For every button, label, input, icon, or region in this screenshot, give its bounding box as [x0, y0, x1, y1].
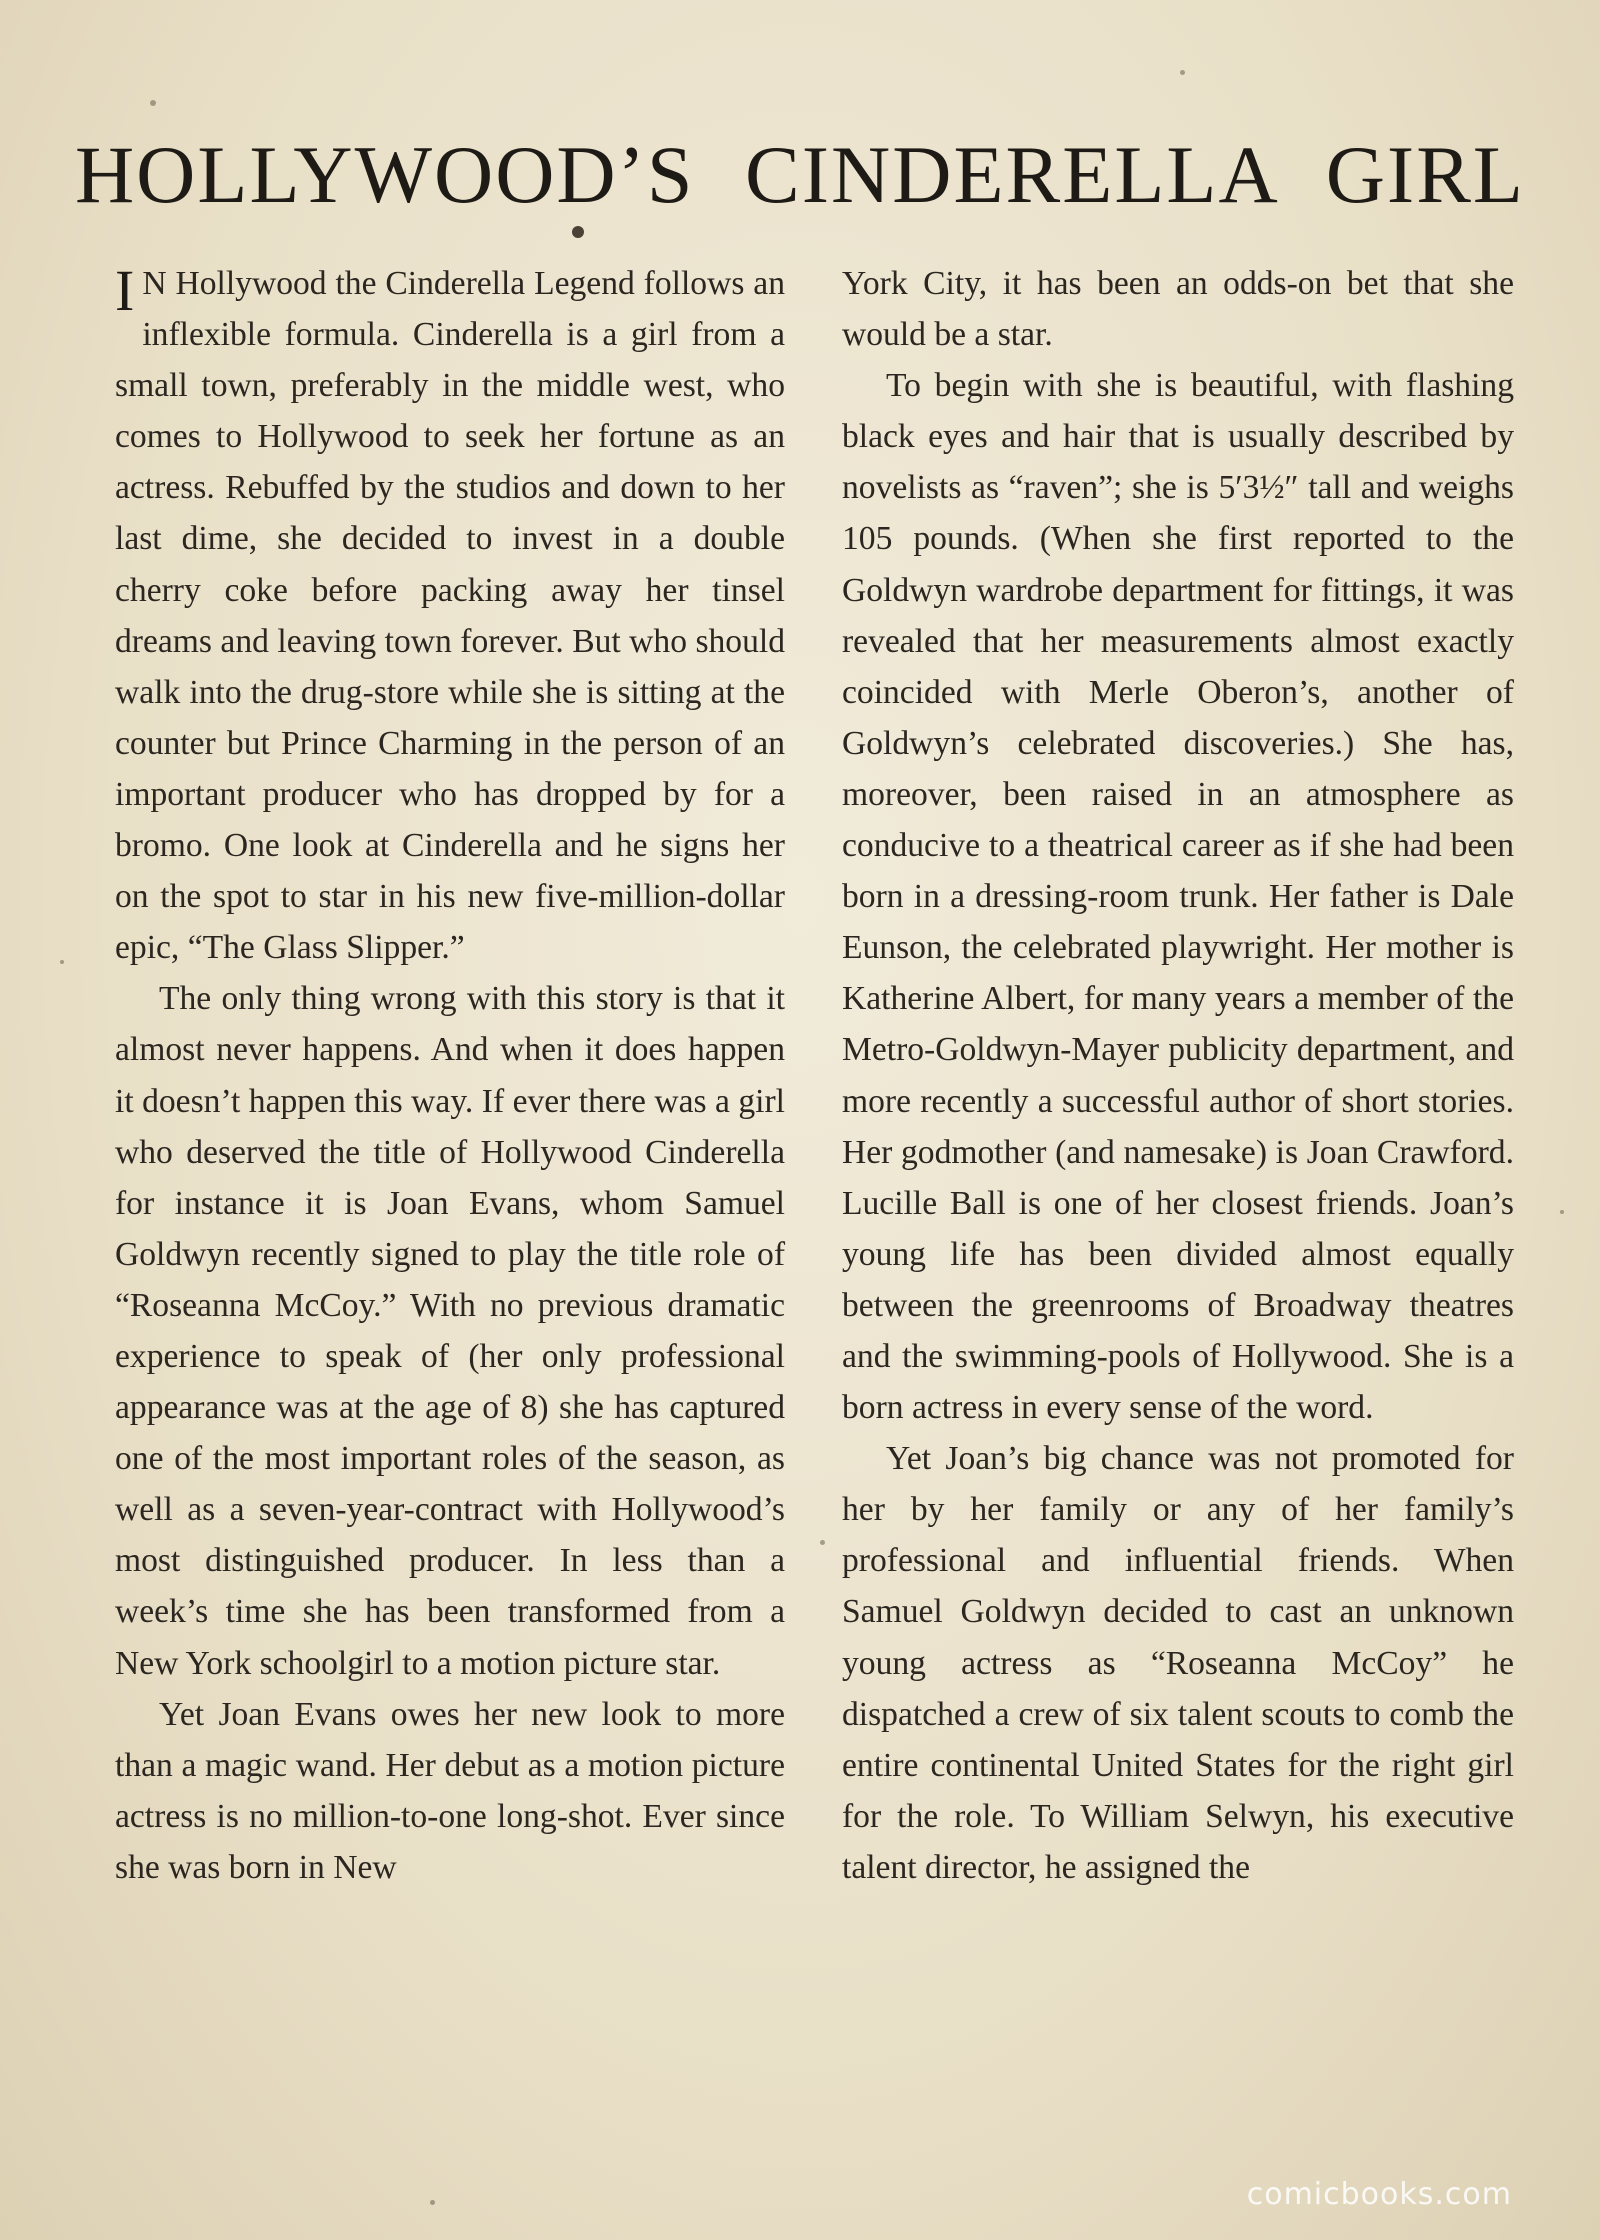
watermark: comicbooks.com [1246, 2177, 1512, 2212]
paragraph-text: N Hollywood the Cinderella Legend follows an inflexible formula. Cinderella is a girl from a small town, preferably in the middle west, who comes to Hollywood to seek her fortune as an actress. Rebuffed by the studios and down to her last dime, she decided to invest in a double cherry coke before packing away her tinsel dreams and leaving town forever. But who should walk into the drug-store while she is sitting at the counter but Prince Charming in the person of an important producer who has dropped by for a bromo. One look at Cinderella and he signs her on the spot to star in his new five-million-dollar epic, “The Glass Slipper.” [115, 265, 785, 967]
left-column [115, 258, 785, 1893]
paper-speck [1180, 70, 1185, 75]
paragraph [115, 258, 785, 973]
paper-speck [430, 2200, 435, 2205]
ornament-dot [572, 226, 584, 238]
article-title: HOLLYWOOD’S CINDERELLA GIRL [74, 129, 1526, 220]
paragraph: Yet Joan Evans owes her new look to more than a magic wand. Her debut as a motion picture actress is no million-to-one long-shot. Ever since she was born in New [115, 1695, 785, 1886]
right-column [842, 258, 1514, 1893]
paper-speck [1560, 1210, 1564, 1214]
paragraph-continued: York City, it has been an odds-on bet that she would be a star. [842, 265, 1514, 354]
paragraph: Yet Joan’s big chance was not promoted for her by her family or any of her family’s professional and influential friends. When Samuel Goldwyn decided to cast an unknown young actress as “Roseanna McCoy” he dispatched a crew of six talent scouts to comb the entire continental United States for the right girl for the role. To William Selwyn, his executive talent director, he assigned the [842, 1440, 1514, 1886]
paragraph: To begin with she is beautiful, with flashing black eyes and hair that is usually described by novelists as “raven”; she is 5′3½″ tall and weighs 105 pounds. (When she first reported to the Goldwyn wardrobe department for fittings, it was revealed that her measurements almost exactly coincided with Merle Oberon’s, another of Goldwyn’s celebrated discoveries.) She has, moreover, been raised in an atmosphere as conducive to a theatrical career as if she had been born in a dressing-room trunk. Her father is Dale Eunson, the celebrated playwright. Her mother is Katherine Albert, for many years a member of the Metro-Goldwyn-Mayer publicity department, and more recently a successful author of short stories. Her godmother (and namesake) is Joan Crawford. Lucille Ball is one of her closest friends. Joan’s young life has been divided almost equally between the greenrooms of Broadway theatres and the swimming-pools of Hollywood. She is a born actress in every sense of the word. [842, 367, 1514, 1427]
paragraph: The only thing wrong with this story is that it almost never happens. And when it does happen it doesn’t happen this way. If ever there was a girl who deserved the title of Hollywood Cinderella for instance it is Joan Evans, whom Samuel Goldwyn recently signed to play the title role of “Roseanna McCoy.” With no previous dramatic experience to speak of (her only professional appearance was at the age of 8) she has captured one of the most important roles of the season, as well as a seven-year-contract with Hollywood’s most distinguished producer. In less than a week’s time she has been transformed from a New York schoolgirl to a motion picture star. [115, 980, 785, 1682]
drop-cap: I [115, 258, 135, 323]
paper-speck [60, 960, 64, 964]
paper-speck [150, 100, 156, 106]
paper-speck [820, 1540, 825, 1545]
